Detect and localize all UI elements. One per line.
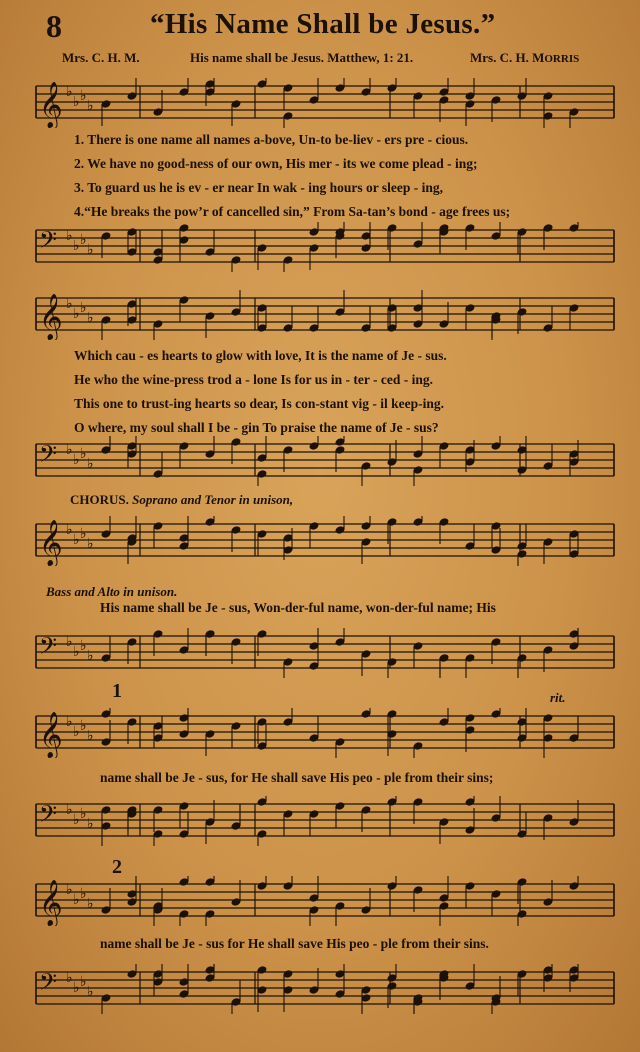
bass-clef-icon: 𝄢 (39, 968, 58, 1001)
bass-alto-note: Bass and Alto in unison. (46, 584, 178, 599)
flat-icon: ♭ (80, 446, 87, 462)
flat-icon: ♭ (80, 232, 87, 248)
system-1-treble-staff (0, 78, 640, 128)
flat-icon: ♭ (87, 648, 94, 664)
flat-icon: ♭ (80, 718, 87, 734)
flat-icon: ♭ (66, 882, 73, 898)
lyricist-credit: Mrs. C. H. M. (62, 50, 140, 65)
composer-name-smallcaps: ORRIS (544, 53, 580, 65)
verse-3-line-2: This one to trust-ing hearts so dear, Is con-stant vig - il keep-ing. (74, 396, 445, 411)
first-ending-number: 1 (112, 680, 122, 702)
flat-icon: ♭ (80, 886, 87, 902)
chorus-lyrics: His name shall be Je - sus, Won-der-ful name, won-der-ful name; His (100, 600, 496, 615)
ritardando-mark: rit. (550, 690, 566, 705)
ending-1-treble-staff (0, 708, 640, 758)
flat-icon: ♭ (80, 638, 87, 654)
chorus-treble-staff (0, 516, 640, 566)
hymn-title: “His Name Shall be Jesus.” (150, 8, 496, 40)
flat-icon: ♭ (80, 806, 87, 822)
flat-icon: ♭ (73, 238, 80, 254)
verse-4-line-2: O where, my soul shall I be - gin To praise the name of Je - sus? (74, 420, 439, 435)
verse-4-line-1: 4.“He breaks the pow’r of cancelled sin,” From Sa-tan’s bond - age frees us; (74, 204, 511, 219)
chorus-label: CHORUS. (70, 492, 129, 507)
flat-icon: ♭ (87, 456, 94, 472)
flat-icon: ♭ (87, 984, 94, 1000)
chorus-bass-staff (0, 628, 640, 678)
verse-1-line-2: Which cau - es hearts to glow with love, It is the name of Je - sus. (74, 348, 447, 363)
flat-icon: ♭ (66, 802, 73, 818)
ending-1-bass-staff (0, 796, 640, 846)
flat-icon: ♭ (73, 980, 80, 996)
flat-icon: ♭ (87, 242, 94, 258)
flat-icon: ♭ (66, 442, 73, 458)
second-ending-number: 2 (112, 856, 122, 878)
flat-icon: ♭ (80, 300, 87, 316)
ending-1-lyrics: name shall be Je - sus, for He shall save His peo - ple from their sins; (100, 770, 494, 785)
flat-icon: ♭ (66, 970, 73, 986)
flat-icon: ♭ (66, 296, 73, 312)
flat-icon: ♭ (73, 532, 80, 548)
flat-icon: ♭ (66, 84, 73, 100)
composer-name: Mrs. C. H. M (470, 50, 545, 65)
verse-lyrics-block-2 (74, 344, 447, 440)
flat-icon: ♭ (66, 228, 73, 244)
verse-2-line-1: 2. We have no good-ness of our own, His mer - its we come plead - ing; (74, 156, 478, 171)
ending-2-lyrics: name shall be Je - sus for He shall save His peo - ple from their sins. (100, 936, 489, 951)
flat-icon: ♭ (80, 88, 87, 104)
page-number: 8 (46, 8, 62, 44)
flat-icon: ♭ (80, 526, 87, 542)
composer-credit (470, 50, 579, 66)
flat-icon: ♭ (87, 310, 94, 326)
flat-icon: ♭ (73, 94, 80, 110)
treble-clef-icon: 𝄞 (39, 880, 63, 926)
system-1-bass-staff (0, 222, 640, 272)
flat-icon: ♭ (73, 644, 80, 660)
flat-icon: ♭ (73, 812, 80, 828)
system-2-treble-staff (0, 290, 640, 340)
treble-clef-icon: 𝄞 (39, 520, 63, 566)
flat-icon: ♭ (66, 634, 73, 650)
flat-icon: ♭ (73, 452, 80, 468)
flat-icon: ♭ (80, 974, 87, 990)
verse-2-line-2: He who the wine-press trod a - lone Is for us in - ter - ced - ing. (74, 372, 433, 387)
ending-2-treble-staff (0, 876, 640, 926)
flat-icon: ♭ (87, 896, 94, 912)
flat-icon: ♭ (73, 724, 80, 740)
verse-3-line-1: 3. To guard us he is ev - er near In wak - ing hours or sleep - ing, (74, 180, 444, 195)
flat-icon: ♭ (87, 728, 94, 744)
chorus-heading (70, 492, 293, 508)
treble-clef-icon: 𝄞 (39, 82, 63, 128)
flat-icon: ♭ (66, 714, 73, 730)
ending-2-bass-staff (0, 964, 640, 1014)
treble-clef-icon: 𝄞 (39, 712, 63, 758)
treble-clef-icon: 𝄞 (39, 294, 63, 340)
bass-clef-icon: 𝄢 (39, 800, 58, 833)
system-2-bass-staff (0, 436, 640, 486)
verse-1-line-1: 1. There is one name all names a-bove, Un-to be-liev - ers pre - cious. (74, 132, 469, 147)
flat-icon: ♭ (87, 816, 94, 832)
flat-icon: ♭ (73, 306, 80, 322)
chorus-performance-note: Soprano and Tenor in unison, (132, 492, 294, 507)
bass-clef-icon: 𝄢 (39, 632, 58, 665)
bass-clef-icon: 𝄢 (39, 226, 58, 259)
scripture-reference: His name shall be Jesus. Matthew, 1: 21. (190, 50, 414, 65)
flat-icon: ♭ (73, 892, 80, 908)
flat-icon: ♭ (87, 536, 94, 552)
flat-icon: ♭ (87, 98, 94, 114)
verse-lyrics-block-1 (74, 128, 510, 224)
bass-clef-icon: 𝄢 (39, 440, 58, 473)
flat-icon: ♭ (66, 522, 73, 538)
